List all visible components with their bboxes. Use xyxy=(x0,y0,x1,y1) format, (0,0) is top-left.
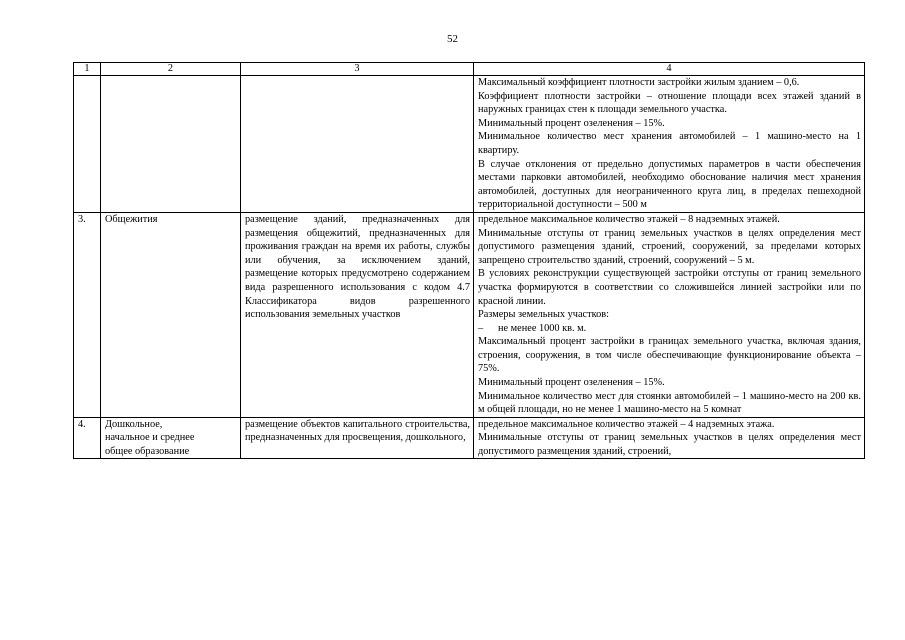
params-cell xyxy=(474,212,865,417)
param-text: Максимальный процент застройки в границах земельного участка, включая здания, строения, сооружения, в том числе обеспечивающие функционирование объекта – 75%. xyxy=(478,336,861,375)
cell-empty xyxy=(241,76,474,213)
table-row-continuation xyxy=(74,76,865,213)
header-col-2: 2 xyxy=(101,63,241,76)
name-line: общее образование xyxy=(105,446,190,458)
header-col-1: 1 xyxy=(74,63,101,76)
list-item-text: не менее 1000 кв. м. xyxy=(498,322,587,334)
header-col-3: 3 xyxy=(241,63,474,76)
params-cell xyxy=(474,417,865,458)
use-description: размещение зданий, предназначенных для размещения общежитий, предназначенных для проживания граждан на время их работы, службы или обучения, за исключением зданий, размещение которых предусмотрено содержанием вида разрешенного использования с кодом 4.7 Классификатора видов разрешенного использования земельных участков xyxy=(241,212,474,417)
param-text: Минимальное количество мест хранения автомобилей – 1 машино-место на 1 квартиру. xyxy=(478,131,861,156)
param-text: Размеры земельных участков: xyxy=(478,309,609,321)
param-text: Минимальный процент озеленения – 15%. xyxy=(478,377,665,389)
param-text: Минимальные отступы от границ земельных участков в целях определения мест допустимого размещения зданий, строений, сооружений, за пределами которых запрещено строительство зданий, строений, сооружений – 5 м. xyxy=(478,227,861,266)
cell-empty xyxy=(74,76,101,213)
use-description: размещение объектов капитального строительства, предназначенных для просвещения, дошкольного, xyxy=(241,417,474,458)
use-type-name: Общежития xyxy=(101,212,241,417)
table-row-4 xyxy=(74,417,865,458)
name-line: начальное и среднее xyxy=(105,432,195,444)
row-number: 4. xyxy=(74,417,101,458)
param-text: Минимальное количество мест для стоянки автомобилей – 1 машино-место на 200 кв. м общей площади, но не менее 1 машино-место на 5 комнат xyxy=(478,390,861,416)
table-header-row xyxy=(74,63,865,76)
param-text: Коэффициент плотности застройки – отношение площади всех этажей зданий в наружных границах стен к площади земельного участка. xyxy=(478,90,861,116)
table-row-3 xyxy=(74,212,865,417)
dash-bullet: – xyxy=(478,322,484,334)
param-text: Минимальные отступы от границ земельных участков в целях определения мест допустимого размещения зданий, строений, xyxy=(478,432,861,458)
list-item xyxy=(478,322,861,336)
header-col-4: 4 xyxy=(474,63,865,76)
param-text: Минимальный процент озеленения – 15%. xyxy=(478,117,665,129)
param-text: В случае отклонения от предельно допустимых параметров в части обеспечения местами парковки автомобилей, необходимо обоснование наличия мест хранения автомобилей, доступных для неограниченного круга лиц, в пределах пешеходной территориальной доступности – 500 м xyxy=(478,158,861,211)
continuation-params-cell xyxy=(474,76,865,213)
row-number: 3. xyxy=(74,212,101,417)
cell-empty xyxy=(101,76,241,213)
page-number: 52 xyxy=(447,33,458,45)
param-text: предельное максимальное количество этажей – 4 надземных этажа. xyxy=(478,418,775,430)
name-line: Дошкольное, xyxy=(105,418,163,430)
param-text: В условиях реконструкции существующей застройки отступы от границ земельного участка формируются в соответствии со сложившейся линией застройки или по красной линии. xyxy=(478,268,861,307)
param-text: предельное максимальное количество этажей – 8 надземных этажей. xyxy=(478,213,780,225)
use-type-name xyxy=(101,417,241,458)
param-text: Максимальный коэффициент плотности застройки жилым зданием – 0,6. xyxy=(478,77,800,88)
zoning-table xyxy=(73,62,865,459)
